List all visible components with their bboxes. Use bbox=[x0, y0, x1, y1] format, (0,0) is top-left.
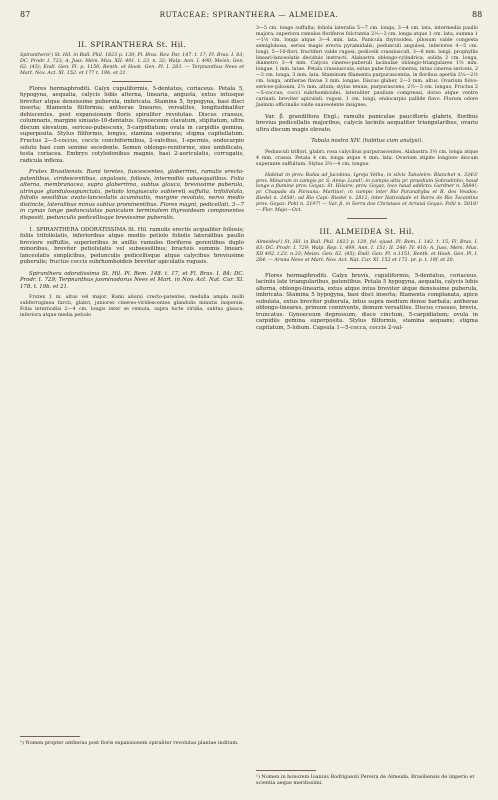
divider bbox=[112, 81, 152, 82]
footnote-left: ¹) Nomen propter antheras post floris expansionem spiraliter revolutas plantae inditum. bbox=[20, 740, 239, 746]
variety-description: Pedunculi triflori, glabri, rosa calycibus purpurascentes. Alabastra 3½ cm. longa atque 4 mm. crassa. Petala 4 cm. longa atque 4 mm. lata. Ovarium stipite longiore discum superante suffultum. Stylus 3½—4 cm. longus. bbox=[256, 149, 478, 167]
divider bbox=[347, 218, 387, 219]
species-synonymy: Spiranthera odoratissima St. Hil. Pl. Rem. 148. t. 17, et Fl. Bras. I. 84; DC. Prodr. I. 729; Terpnanthus jasminodorus Nees et Mart. in Nov. Act. Nat. Cur. XI. 178. t. 19b. et 21. bbox=[20, 270, 244, 290]
page-number-left: 87 bbox=[20, 10, 31, 19]
genus-habit: Frutex Brasiliensis. Rami teretes, fuscescentes, glaberrimi, ramulis erecto-patentibus, viridescentibus, angulosis, foliosis, internodiis subaequalibus. Folia alterna, membranacea, supra glaberrima, subtus glauca, breviusime puberula, utrinque glandulosopunctata, petiolo longiusculo subtereti suffulta, trifoliolata, foliolis sessilibus ovato-lanceolatis acuminatis, margine revoluto, nervo medio distincte, lateralibus minus subtus prominentibus. Flores magni, pedicellati, 3—7 in cymas longe pedunculatas paniculam terminalem thyrsoideam componentes dispositi, pedunculis pedicellisque brevissime puberulis. bbox=[20, 169, 244, 222]
plate-reference: Tabula nostra XIV. (habitus cum analysi). bbox=[311, 138, 423, 145]
species-description: Frutex 1 m. altus vel major. Rami aliorsi crecto-patentes, medulla ampla molli subferruginea farcti, glabri, juniores cinereo-viridescentes glandulis minutis inspersis. Folia internodiis 2—4 cm. longis inter se remota, supra lucte viridia, subtus glauca, inferiora atque media petiolo bbox=[20, 295, 244, 319]
habitat-list: Habitat in prov. Bahia ad Jacobina, Igreja Velha, in silvis Taboleiro: Blanchet n. 3343! prov. Minarum in campis pr. S. Anna: Lund!; in campis altis pr. praedium Sobradinho, haud longe a flumine prov. Goyaz: St. Hilaire; prov. Goyaz, loco haud addicto: Gardner n. 5884!; pr. Chapada da Parauna: Martius!; in campis inter Rio Paranahyba et R. dos Veados: Riedel n. 2454!; ad Rio Capi: Riedel n. 2812; inter Natividade et Barra do Rio Tocantins prov. Goyaz: Pohl n. 2197! — Var. β. in Serra dos Christaes et Arraial Goyaz: Pohl n. 5018! — Flor. Majo—Oct. bbox=[256, 172, 478, 214]
footnote-rule-right bbox=[256, 770, 316, 771]
left-column bbox=[20, 32, 244, 319]
right-column bbox=[256, 26, 478, 331]
species-diagnosis: 1. SPIRANTHERA ODORATISSIMA St. Hil. ramulis erectis acqualiter foliosis; foliis trifoliolatis, inferioribus atque mediis petiolo foliolis lateralibus paullo breviore suffultis, superioribus in axillis ramulos floriferos gerentibus duplo minoribus, breviter petiolulatis vel subsessilibus; bracteis summis lineari-lanceolatis simplicibus, pedunculis pedicellisque atque calycibus breviusime puberulis; fructus coccis subrhomboideis breviter apiculatis rugosis. bbox=[20, 226, 244, 266]
page-number-right: 88 bbox=[472, 10, 483, 19]
running-title: RUTACEAE: SPIRANTHERA — ALMEIDEA. bbox=[159, 10, 339, 19]
footnote-right: ¹) Nomen in honorem Ioannis Rodriguezii Pereira de Almeida, Brasiliensis de imperio et scientia aeque meritissimi. bbox=[256, 774, 475, 786]
genus-description-almeidea: Flores hermaphroditi. Calyx brevis, cupuliformis, 5-dentatus, coriaceus, laciniis late triangularibus, patentibus. Petala 5 hypogyna, aequalia, calycis lobis alterna, oblongo-linearia, extus atque intus breviter atque densissime puberula, imbricata. Stamina 5 hypogyna, basi disci inserta; filamenta complanata, apice subulata, extus breviter puberula, intus supra medium dense barbata; antherae oblongo-lineares, primum connivente, demum versatiles. Discus crassus, brevis, truncatus. Gynoeceum depressum, disco cinctum, 5-carpidiatum; ovula in carpidiis gemina superposita. Stylus filiformis, stamina aequans; stigma capitatum, 5-lobum. Capsula 1—5-cocca, coccis 2-val- bbox=[256, 272, 478, 331]
divider bbox=[347, 268, 387, 269]
genus-title-spiranthera: II. SPIRANTHERA St. Hil. bbox=[77, 40, 187, 49]
variety-diagnosis: Var. β. grandiflora Engl.; ramulis paniculae pauciflorís glabris, floribus brevius pedicellatis majoribus, calycis laciniis aequaliter triangularibus, ovario ultra discum magis elevato. bbox=[256, 113, 478, 133]
genus-synonymy: Spiranthera¹) St. Hil. in Bull. Phil. 1823 p. 130; Pl. Bras. Rev. Par. 147. t. 17; Fl. Bras. I. 83; DC. Prodr. I. 723; A. Juss. Mém. Mus. XII. 491. t. 23. n. 32; Walp. Ann. I. 490; Meisn. Gen. 62. (45); Endl. Gen. Pl. p. 1150; Benth. et Hook. Gen. Pl. I. 283. — Terpnanthus Nees et Mart. Nov. Act. XI. 152. et 177 t. 19b. et 21. bbox=[20, 53, 244, 76]
genus-title-almeidea: III. ALMEIDEA St. Hil. bbox=[319, 226, 415, 236]
footnote-rule-left bbox=[20, 736, 80, 737]
genus-description: Flores hermaphroditi. Calyx cupuliformis, 5-dentatus, coriaceus. Petala 5, hypogyna, aequalia, calycis lobis alterna, linearia, angusta, extus intusque breviter atque densissime puberula, imbricata. Stamina 5, hypogyna, basi disci inserta; filamenta filiformia; antherae lineares, versatiles, longitudinaliter dehiscentes, post expansionem floris spiraliter revolutae. Discus crassus, columnaris, margine sinuato-10-dentatus. Gynoeceum clavatum, stipitatum, ultra discum elevatum, sericeo-pubescens, 5-carpidiatum; ovula in carpidiis gemina, superposita. Stylus filiformis, longus, stamina superans; stigma capitellatum. Fructus 2—5-coccus, coccis conchiformibus, 2-valvibus, 1-spermis, endocarpio soluto basi cum semine secedente. Semen oblongo-reniforme, sine umbilicato, testa coriacea. Embryo cotyledonibus magnis, basi 2-auriculatis, corrugatis, radicula inflexa. bbox=[20, 85, 244, 164]
species-description-continued: 3—5 cm. longo suffulta; foliola lateralia 5—7 cm. longa, 3—4 cm. lata, intermedia paullo majora; superiora ramulos floriferos fulcrantia 2⅓—3 cm. longa atque 1 cm. lata, summa 1—1½ cm. longa atque 3—4 mm. lata. Panicula thyrsoidea, pilosum valde congesta semiglobosa, serius magis erecta pyramidalis; pedunculi angulosi, inferiores 4—5 cm. longi, 5—10-flori, fructiferi valde rugosi; pedicelli crassiusculi, 3—6 mm. longi, prophyllis lineari-lanceolatis deciduis instructi. Alabastra oblongo-cylindrica, solida 2 cm. longa, diametro 3—4 mm. Calycis cinereo-puberuli lacinulae oblongo-triangulares 1½ mm. longae, 1 mm. latae. Petala crassiuscula, extus pube fulvo-cinerea, intus cinerea sericeis, 2—3 cm. longa, 3 mm. lata. Staminum filamenta purpurascentia, in floribus apertis 2⅓—2½ cm. longa, antherae flavae 3 mm. longae. Discus glaber, 2—3 mm. altus. Ovarium fulvo-sericeo-pilosum, 2⅓ mm. altum; stylus tenuis, purpurascens, 2½—3 cm. longus. Fructus 2—5-coccus; cocci subrhomboidei, lateraliter paullum compressi, dorso atque ventre carinati, breviter apiculati, rugosi, 1 cm. longi, endocarpio pallide flavo. Florum odore Jasmini officinalis valde suaveolente insignes. bbox=[256, 26, 478, 108]
genus-synonymy-almeidea: Almeidea¹) St. Hil. in Bull. Phil. 1823 p. 129, fol. ejusd. Pl. Rem. I. 142. t. 15; Fl. Bras. I. 83; DC. Prodr. I. 729; Walp. Rep. I. 499, Ann. I. 151; II. 246; IV. 410; A. Juss. Mém. Mus. XII 492. t.23. n.33; Meisn. Gen. 62. (45); Endl. Gen. Pl. n.1151; Benth. et Hook. Gen. Pl. I. 284. — Aruna Nees et Mart. Nov. Act. Nat. Cur. XI. 152 et 172. pr. p. t. 19f. et 20. bbox=[256, 239, 478, 263]
